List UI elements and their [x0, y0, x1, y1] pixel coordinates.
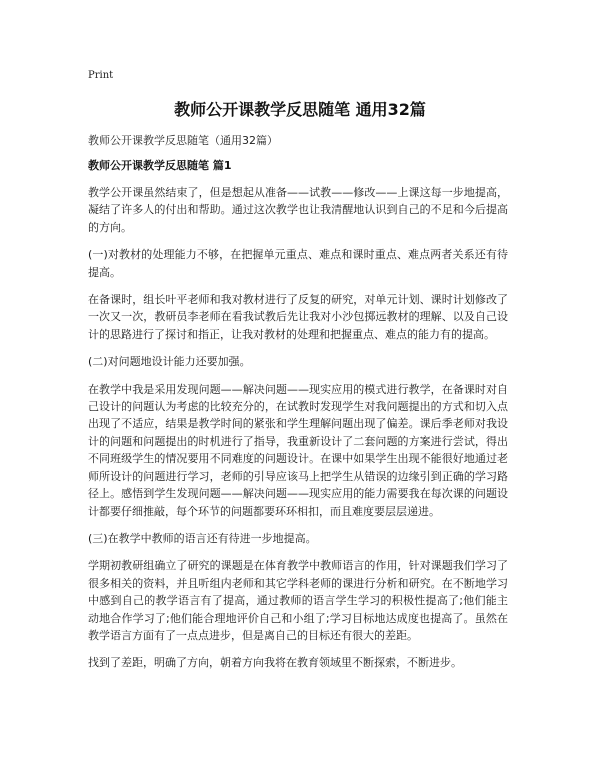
paragraph-point-one: (一)对教材的处理能力不够，在把握单元重点、难点和课时重点、难点两者关系还有待提高。 [88, 248, 508, 279]
document-subtitle: 教师公开课教学反思随笔（通用32篇） [88, 134, 278, 147]
document-title: 教师公开课教学反思随笔 通用32篇 [174, 100, 426, 119]
paragraph-point-three: (三)在教学中教师的语言还有待进一步地提高。 [88, 531, 317, 545]
paragraph-conclusion: 找到了差距，明确了方向，朝着方向我将在教育领域里不断探索，不断进步。 [88, 656, 462, 670]
document-body [88, 184, 508, 682]
print-link[interactable]: Print [88, 70, 114, 81]
paragraph-point-three-detail: 学期初教研组确立了研究的课题是在体育教学中教师语言的作用，针对课题我们学习了很多相关的资料，并且听组内老师和其它学科老师的课进行分析和研究。在不断地学习中感到自己的教学语言有了提高，通过教师的语言学生学习的积极性提高了;他们能主动地合作学习了;他们能合理地评价自己和小组了;学习目标地达成度也提高了。虽然在教学语言方面有了一点点进步，但是离自己的目标还有很大的差距。 [88, 559, 508, 642]
paragraph-point-two-detail: 在教学中我是采用发现问题——解决问题——现实应用的模式进行教学，在备课时对自己设计的问题认为考虑的比较充分的，在试教时发现学生对我问题提出的方式和切入点出现了不适应，结果是教学时间的紧张和学生理解问题出现了偏差。课后季老师对我设计的问题和问题提出的时机进行了指导，我重新设计了二套问题的方案进行尝试，得出不同班级学生的情况要用不同难度的问题设计。在课中如果学生出现不能很好地通过老师所设计的问题进行学习，老师的引导应该马上把学生从错误的边缘引到正确的学习路径上。感悟到学生发现问题——解决问题——现实应用的能力需要我在每次课的问题设计都要仔细推敲，每个环节的问题都要环环相扣，而且难度要层层递进。 [88, 382, 508, 518]
paragraph-point-two: (二)对问题地设计能力还要加强。 [88, 355, 251, 369]
paragraph-intro: 教学公开课虽然结束了，但是想起从准备——试教——修改——上课这每一步地提高，凝结了许多人的付出和帮助。通过这次教学也让我清醒地认识到自己的不足和今后提高的方向。 [88, 186, 508, 234]
section-heading: 教师公开课教学反思随笔 篇1 [88, 159, 232, 172]
paragraph-point-one-detail: 在备课时，组长叶平老师和我对教材进行了反复的研究，对单元计划、课时计划修改了一次又一次，教研员李老师在看我试教后先让我对小沙包掷远教材的理解、以及自己设计的思路进行了探讨和指正，让我对教材的处理和把握重点、难点的能力有的提高。 [88, 293, 508, 341]
